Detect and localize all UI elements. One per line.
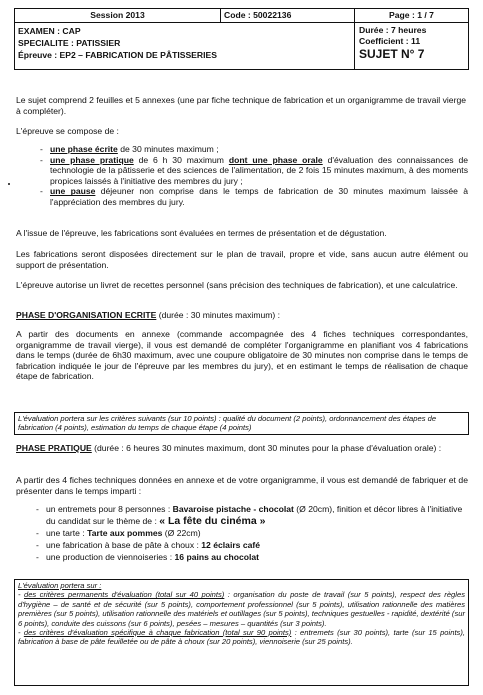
session: Session 2013 bbox=[15, 9, 221, 22]
item-choux: - une fabrication à base de pâte à choux : 12 éclairs café bbox=[34, 539, 468, 551]
item-viennoiserie: - une production de viennoiseries : 16 pains au chocolat bbox=[34, 551, 468, 563]
specialite: SPECIALITE : PATISSIER bbox=[18, 38, 121, 48]
phase-ecrite: - une phase écrite de 30 minutes maximum ; bbox=[36, 144, 468, 155]
phase-prat-text: A partir des 4 fiches techniques données en annexe et de votre organigramme, il vous est demandé de fabriquer et de présenter dans le temps imparti : bbox=[16, 475, 468, 496]
sujet: SUJET N° 7 bbox=[359, 47, 425, 61]
epreuve: Épreuve : EP2 – FABRICATION DE PÂTISSERIES bbox=[18, 50, 217, 60]
para-disposition: Les fabrications seront disposées directement sur le plan de travail, propre et vide, sans aucun autre élément ou support de présentation. bbox=[16, 249, 468, 270]
phase-org-heading: PHASE D'ORGANISATION ECRITE (durée : 30 minutes maximum) : bbox=[16, 310, 281, 320]
item-entremets: - un entremets pour 8 personnes : Bavaroise pistache - chocolat (Ø 20cm), finition et décor libres à l'initiative du candidat sur le thème de : « La fête du cinéma » bbox=[34, 503, 468, 527]
eval-crit-specifiques: - des critères d'évaluation spécifique à chaque fabrication (total sur 90 points) : entremets (sur 30 points), tarte (sur 15 points), fabrication à base de pâte feuilletée ou de pâte à choux (sur 20 points), viennoiserie (sur 25 points). bbox=[18, 628, 465, 647]
intro: Le sujet comprend 2 feuilles et 5 annexes (une par fiche technique de fabrication et un organigramme de travail vierge à compléter). bbox=[16, 95, 466, 116]
page-number: Page : 1 / 7 bbox=[389, 10, 434, 20]
coefficient: Coefficient : 11 bbox=[359, 36, 421, 46]
phase-prat-heading: PHASE PRATIQUE (durée : 6 heures 30 minutes maximum, dont 30 minutes pour la phase d'évaluation orale) : bbox=[16, 443, 442, 453]
phase-pause: - une pause déjeuner non comprise dans le temps de fabrication de 30 minutes maximum laissée à l'appréciation des membres du jury. bbox=[36, 186, 468, 207]
compose-title: L'épreuve se compose de : bbox=[16, 126, 119, 136]
phase-org-text: A partir des documents en annexe (commande accompagnée des 4 fiches techniques correspondantes, organigramme de travail vierge), il vous est demandé de compléter l'organigramme en planifiant vos 4 fabrications dans le temps (durée de 6h30 maximum, avec une coupure obligatoire de 30 minutes non comprise dans le temps de fabrication indiquée le jour de l'épreuve par les membres du jury), et en estimant le temps de réalisation de chaque étape de fabrication. bbox=[16, 329, 468, 382]
eval-box-title: L'évaluation portera sur : bbox=[18, 581, 102, 590]
examen: EXAMEN : CAP bbox=[18, 26, 81, 36]
phase-org-eval-box: L'évaluation portera sur les critères suivants (sur 10 points) : qualité du document (2 points), ordonnancement des étapes de fabrication (4 points), estimation du temps de chaque étape (4 points) bbox=[14, 412, 469, 435]
item-tarte: - une tarte : Tarte aux pommes (Ø 22cm) bbox=[34, 527, 468, 539]
phases-list bbox=[36, 144, 468, 208]
eval-crit-permanents: - des critères permanents d'évaluation (total sur 40 points) : organisation du poste de travail (sur 5 points), respect des règles d'hygiène – de santé et de sécurité (sur 5 points), comportement professionnel (sur 5 points), utilisation rationnelle des matières premières (sur 5 points), utilisation rationnelle des matériels et outillages (sur 5 points), techniques gestuelles - rapidité, dextérité (sur 6 points), conduite des cuissons (sur 6 points), pesées – mesures – quantités (sur 3 points). bbox=[18, 590, 465, 628]
para-livret: L'épreuve autorise un livret de recettes personnel (sans précision des techniques de fabrication), et une calculatrice. bbox=[16, 280, 458, 290]
phase-pratique: - une phase pratique de 6 h 30 maximum dont une phase orale d'évaluation des connaissances de technologie de la pâtisserie et des sciences de l'alimentation, de 2 fois 15 minutes maximum, à des moments propices laissés à l'initiative des membres du jury ; bbox=[36, 155, 468, 187]
margin-dot bbox=[8, 183, 10, 185]
code: Code : 50022136 bbox=[221, 9, 355, 22]
duree: Durée : 7 heures bbox=[359, 25, 427, 35]
para-evaluation: A l'issue de l'épreuve, les fabrications sont évaluées en termes de présentation et de dégustation. bbox=[16, 228, 387, 238]
fabrications-list bbox=[34, 503, 468, 563]
eval-box bbox=[14, 579, 469, 686]
header-block bbox=[14, 8, 469, 70]
